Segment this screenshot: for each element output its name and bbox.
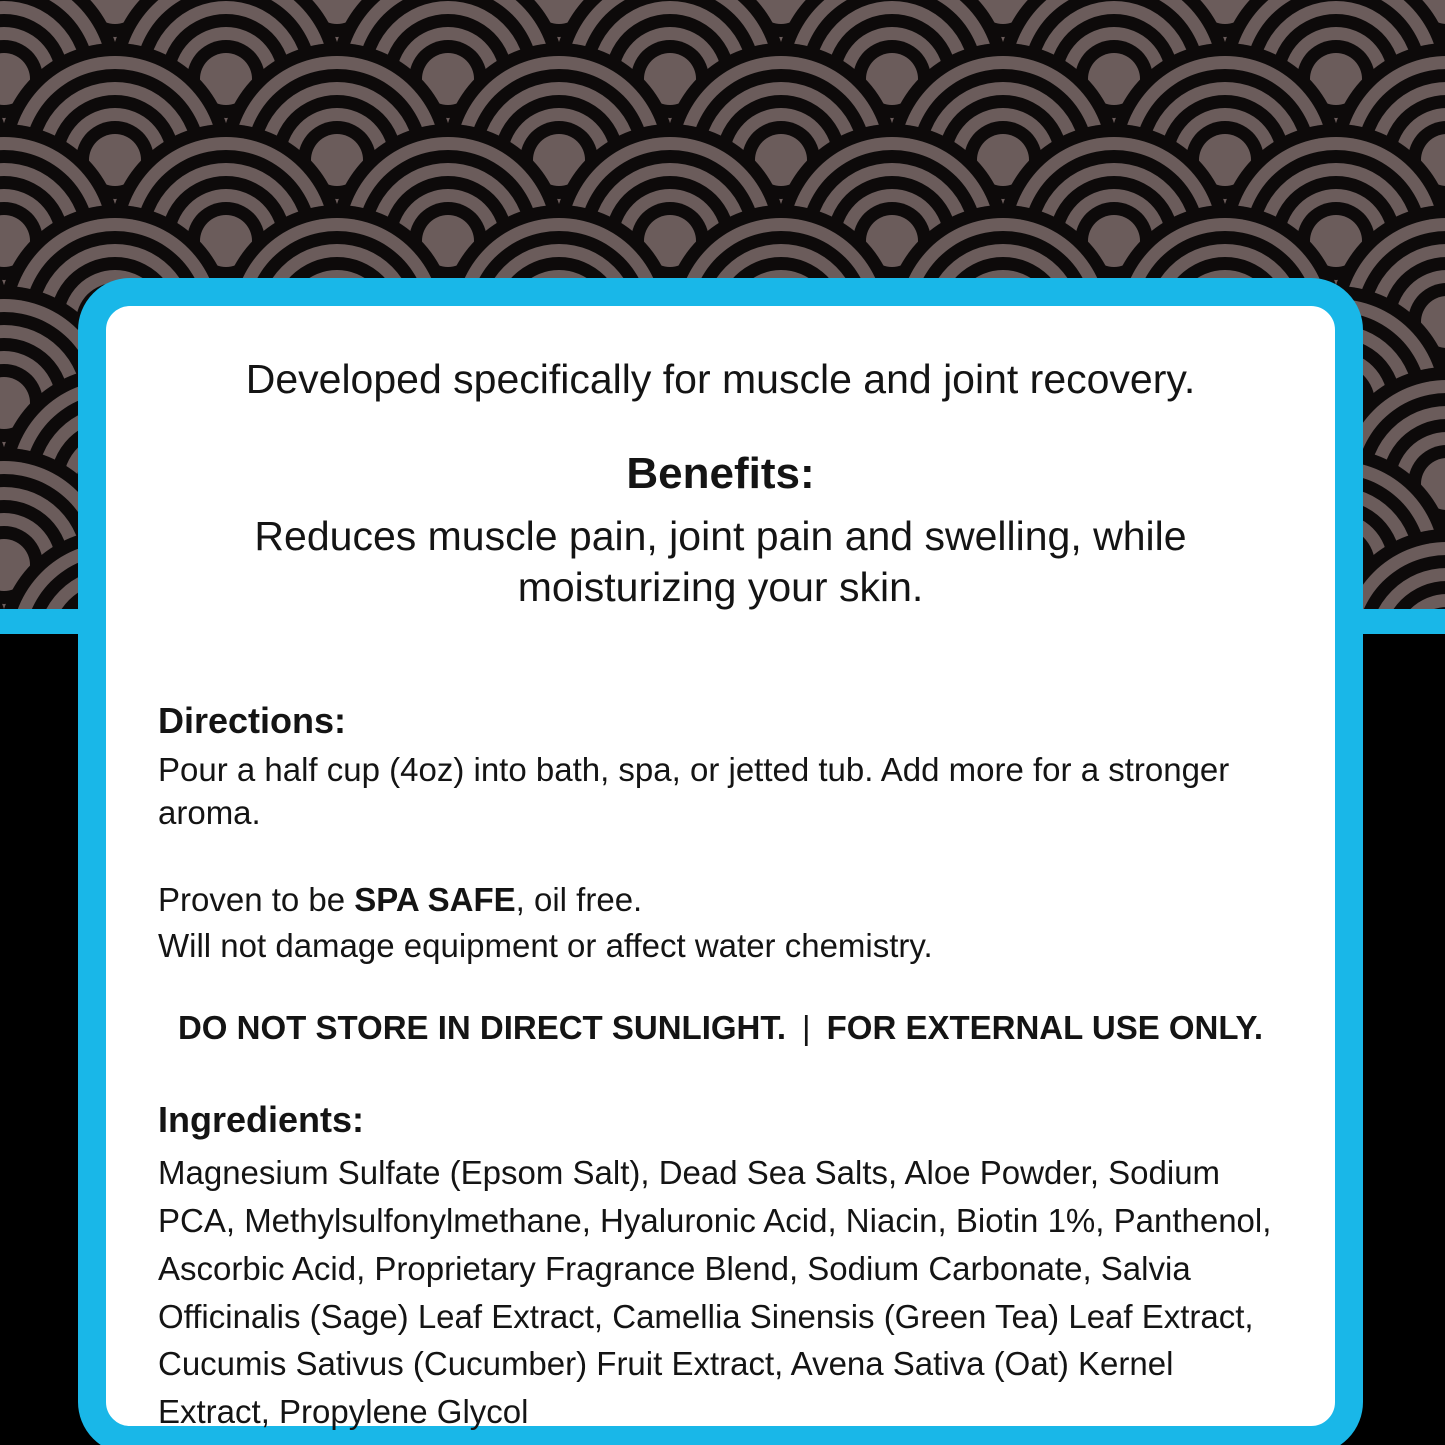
warning-line xyxy=(158,1009,1283,1047)
tagline: Developed specifically for muscle and joint recovery. xyxy=(245,356,1196,402)
directions-text: Pour a half cup (4oz) into bath, spa, or jetted tub. Add more for a stronger aroma. xyxy=(158,750,1230,832)
spa-safe-suffix: , oil free. xyxy=(515,880,643,918)
warning-separator: | xyxy=(802,1008,811,1046)
spa-safe-line1 xyxy=(158,877,1283,923)
spa-safe-note xyxy=(158,877,1283,969)
ingredients-section xyxy=(158,1099,1283,1436)
info-card xyxy=(78,278,1363,1445)
directions-section xyxy=(158,700,1283,835)
warning-sunlight: DO NOT STORE IN DIRECT SUNLIGHT. xyxy=(177,1008,787,1046)
ingredients-heading: Ingredients: xyxy=(158,1098,365,1140)
warning-external-use: FOR EXTERNAL USE ONLY. xyxy=(826,1008,1264,1046)
ingredients-text: Magnesium Sulfate (Epsom Salt), Dead Sea Salts, Aloe Powder, Sodium PCA, Methylsulfonylmethane, Hyaluronic Acid, Niacin, Biotin 1%, Panthenol, Ascorbic Acid, Proprietary Fragrance Blend, Sodium Carbonate, Salvia Officinalis (Sage) Leaf Extract, Camellia Sinensis (Green Tea) Leaf Extract, Cucumis Sativus (Cucumber) Fruit Extract, Avena Sativa (Oat) Kernel Extract, Propylene Glycol xyxy=(158,1153,1272,1431)
benefits-text: Reduces muscle pain, joint pain and swelling, while moisturizing your skin. xyxy=(254,513,1187,611)
benefits-heading: Benefits: xyxy=(626,449,815,498)
info-card-content xyxy=(106,306,1335,1431)
spa-safe-line2: Will not damage equipment or affect water chemistry. xyxy=(158,926,933,964)
directions-heading: Directions: xyxy=(158,699,347,741)
spa-safe-prefix: Proven to be xyxy=(158,880,355,918)
spa-safe-emphasis: SPA SAFE xyxy=(354,880,516,918)
